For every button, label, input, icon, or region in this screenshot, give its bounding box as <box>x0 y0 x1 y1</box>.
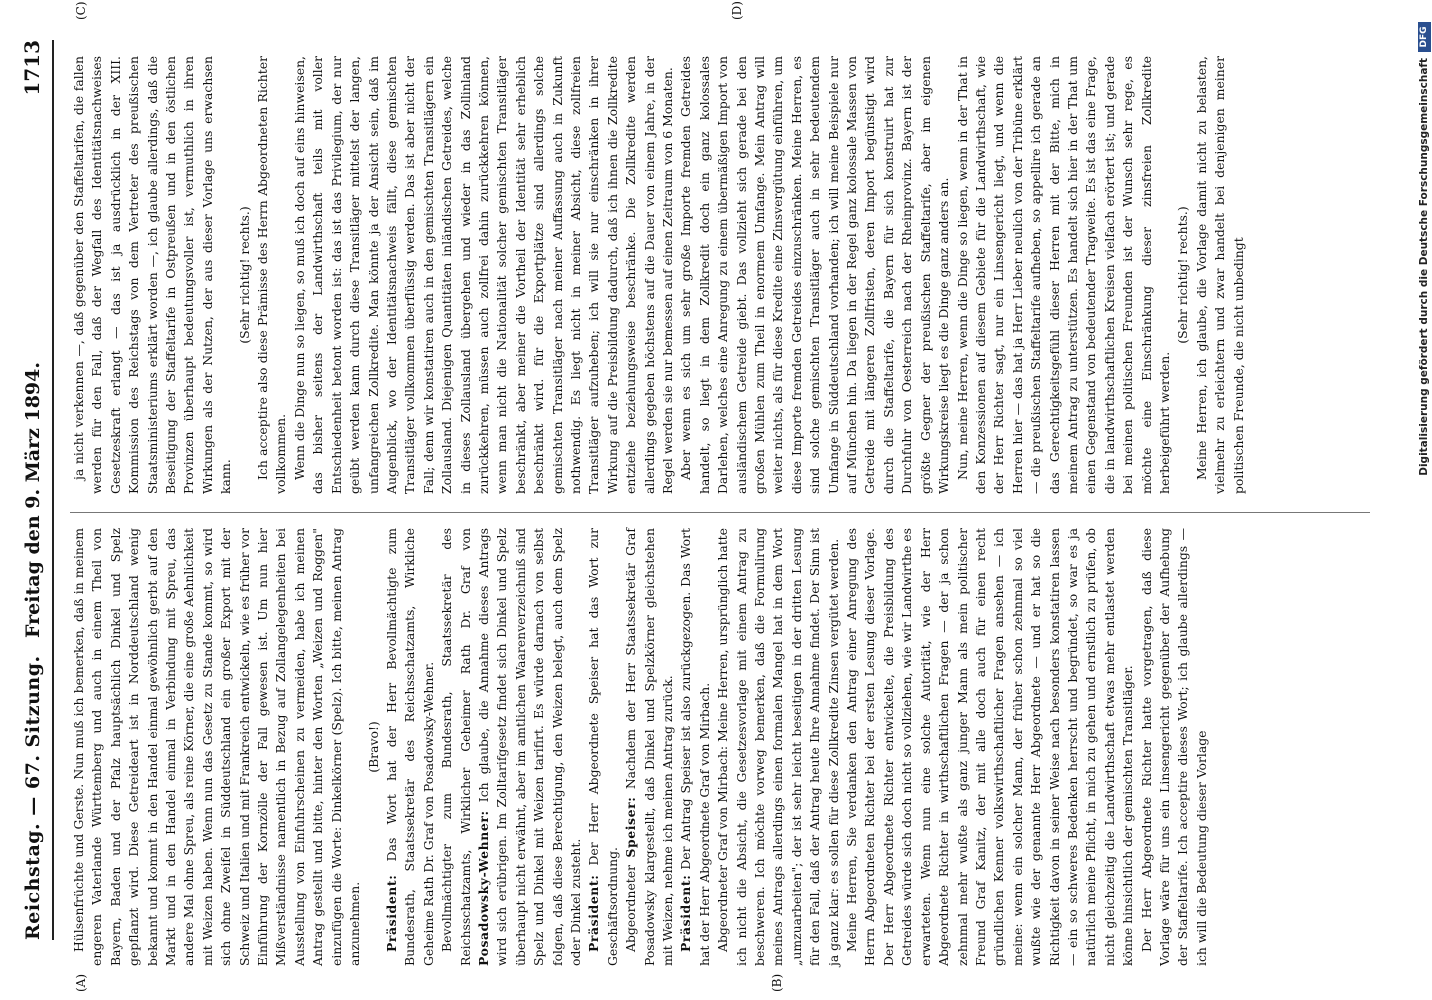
paragraph: Ich acceptire also diese Prämisse des Herrn Abgeordneten Richter vollkommen. <box>255 56 289 494</box>
margin-marker-b: (B) <box>770 973 784 992</box>
paragraph <box>383 528 438 966</box>
paragraph-text: Der Antrag Speiser ist also zurückgezogen. Das Wort hat der Herr Abgeordnete Graf von Mirbach. <box>678 528 712 966</box>
speaker-label: Speiser: <box>623 796 639 858</box>
column-left <box>70 528 1211 966</box>
paragraph: Meine Herren, ich glaube, die Vorlage damit nicht zu belasten, vielmehr zu erleichtern und zwar handelt bei denjenigen meiner politischen Freunde, die nicht unbedingt <box>1193 56 1246 494</box>
paragraph: Aber wenn es sich um sehr große Importe fremden Getreides handelt, so liegt in dem Zollkredit doch ein ganz kolossales Darlehen, welches eine Anregung zu einem übermäßigen Import von ausländischem Getreide giebt. Das vollzieht sich gerade bei den großen Mühlen zum Theil in enormem Umfange. Mein Antrag will weiter nichts, als für diese Kredite eine Zinsvergütung einführen, um diese Importe fremden Getreides einzuschränken. Meine Herren, es sind solche gemischten Transitläger auch in sehr bedeutendem Umfange in Süddeutschland vorhanden; ich will meine Beispiele nur auf München hin. Da liegen in der Regel ganz kolossale Massen von Getreide mit längeren Zollfristen, deren Import begünstigt wird durch die Staffeltarife, die Bayern für sich konstruirt hat zur Durchfuhr von Oesterreich nach der Rheinprovinz. Bayern ist der größte Gegner der preußischen Staffeltarife, aber im eigenen Wirkungskreise liegt es die Dinge ganz anders an. <box>678 56 952 494</box>
page-number: 1713 <box>20 40 44 96</box>
page-header <box>14 20 60 980</box>
paragraph: Hülsenfrüchte und Gerste. Nun muß ich bemerken, daß in meinem engeren Vaterlande Württemberg und auch in einem Theil von Bayern, Baden und der Pfalz hauptsächlich Dinkel und Spelz gepflanzt wird. Diese Getreideart ist in Norddeutschland wenig bekannt und kommt in den Handel einmal gewöhnlich gerbt auf den Markt und in den Handel einmal in Verbindung mit Spreu, das andere Mal ohne Spreu, als reine Körner, die eine große Aehnlichkeit mit Weizen haben. Wenn nun das Gesetz zu Stande kommt, so wird sich ohne Zweifel in Süddeutschland ein großer Export mit der Schweiz und Italien und mit Frankreich entwickeln, wie es früher vor Einführung der Kornzölle der Fall gewesen ist. Um nun hier Mißverständnisse namentlich in Bezug auf Zollangelegenheiten bei Ausstellung von Einfuhrscheinen zu vermeiden, habe ich meinen Antrag gestellt und bitte, hinter den Worten „Weizen und Roggen" einzufügen die Worte: Dinkelkörner (Spelz). Ich bitte, meinen Antrag anzunehmen. <box>71 528 363 966</box>
paragraph: Wenn die Dinge nun so liegen, so muß ich doch auf eins hinweisen, das bisher seitens der Landwirthschaft teils mit voller Entschiedenheit betont worden ist: das ist das Privilegium, der nur geübt werden kann durch diese Transitläger mittelst der langen, unfangreichen Zollkredite. Man könnte ja der Ansicht sein, daß im Augenblick, wo der Identitätsnachweis fällt, diese gemischten Transitläger vollkommen überflüssig werden. Das ist aber nicht der Fall; denn wir konstatiren auch in den gemischten Transitlägern ein Zollausland. Diejenigen Quantitäten inländischen Getreides, welche in dieses Zollausland übergehen und wieder in das Zollinland zurückkehren, müssen auch zollfrei dahin zurückkehren können, wenn man nicht die Nationalität solcher gemischten Transitläger beschränkt, aber meiner die Vortheil der Identität sehr erheblich beschränkt wird. für die Exportplätze sind allerdings solche gemischten Transitläger nach meiner Auffassung auch in Zukunft nothwendig. Es liegt nicht in meiner Absicht, diese zollfreien Transitläger aufzuheben; ich will sie nur einschränken in ihrer Wirkung auf die Preisbildung dadurch, daß ich ihnen die Zollkredite entziehe beziehungsweise beschränke. Die Zollkredite werden allerdings gegeben höchstens auf die Dauer von einem Jahre, in der Regel werden sie nur bemessen auf einen Zeitraum von 6 Monaten. <box>291 56 675 494</box>
dfg-logo: DFG <box>1418 22 1431 52</box>
header-session: Reichstag. — 67. Sitzung. <box>22 655 44 940</box>
paragraph-text: Abgeordneter <box>623 864 639 952</box>
speaker-label: Präsident: <box>586 874 602 952</box>
paragraph <box>438 528 585 966</box>
paragraph: Abgeordneter Graf von Mirbach: Meine Herren, ursprünglich hatte ich nicht die Absicht, die Gesetzesvorlage mit einem Antrag zu beschweren. Ich möchte vorweg bemerken, daß die Formulirung meines Antrags allerdings einen formalen Mangel hat in dem Wort „umzuarbeiten"; der ist sehr leicht beseitigen in der dritten Lesung für den Fall, daß der Antrag heute Ihre Annahme findet. Der Sinn ist ja ganz klar: es sollen für diese Zollkredite Zinsen vergütet werden. <box>715 528 841 966</box>
paragraph <box>585 528 622 966</box>
interjection: (Sehr richtig! rechts.) <box>236 206 252 344</box>
page-footer <box>1418 0 1432 1000</box>
paragraph <box>677 528 714 966</box>
margin-marker-a: (A) <box>74 973 88 992</box>
column-divider <box>70 512 1370 513</box>
paragraph-text: Der Herr Abgeordnete Speiser hat das Wort zur Geschäftsordnung. <box>586 528 620 966</box>
paragraph-text: Das Wort hat der Herr Bevollmächtigte zum Bundesrath, Staatssekretär des Reichsschatzamts, Wirkliche Geheime Rath Dr. Graf von Posadowsky-Wehner. <box>383 528 436 966</box>
paragraph: Der Herr Abgeordnete Richter hatte vorgetragen, daß diese Vorlage wäre für uns ein Linsengericht gegenüber der Aufhebung der Staffeltarife. Ich acceptire dieses Wort; ich glaube allerdings — ich will die Bedeutung dieser Vorlage <box>1138 528 1209 966</box>
paragraph: ja nicht verkennen —, daß gegenüber den Staffeltarifen, die fallen werden für den Fall, daß der Wegfall des Identitätsnachweises Gesetzeskraft erlangt — das ist ja ausdrücklich in der XIII. Kommission des Reichstags von dem Vertreter des preußischen Staatsministeriums erklärt worden —, ich glaube allerdings, daß die Beseitigung der Staffeltarife in Ostpreußen und in den östlichen Provinzen überhaupt bedeutungsvoller ist, vermuthlich in ihren Wirkungen als der Nutzen, der aus dieser Vorlage uns erwachsen kann. <box>71 56 234 494</box>
paragraph: Meine Herren, Sie verdanken den Antrag einer Anregung des Herrn Abgeordneten Richter bei der ersten Lesung dieser Vorlage. Der Herr Abgeordnete Richter entwickelte, die Preisbildung des Getreides würde sich doch nicht so vollziehen, wie wir Landwirthe es erwarteten. Wenn nun eine solche Autorität, wie der Herr Abgeordnete Richter in wirthschaftlichen Fragen — der ja schon zehnmal mehr wußte als ganz junger Mann als mein politischer Freund Graf Kanitz, der mit alle doch auch für einen recht gründlichen Kenner volkswirthschaftlicher Fragen ansehen — ich meine: wenn ein solcher Mann, der früher schon zehnmal so viel wußte wie der genannte Herr Abgeordnete — und er hat so die Richtigkeit davon in seiner Weise nach besonders konstatiren lassen — ein so schweres Bedenken herrscht und begründet, so war es ja natürlich meine Pflicht, in mich zu gehen und ernstlich zu prüfen, ob nicht gleichzeitig die Landwirthschaft etwas mehr entlastet werden könne hinsichtlich der gemischten Transitläger. <box>844 528 1136 966</box>
speaker-label: Präsident: <box>383 874 399 952</box>
paragraph-text: Nachdem der Herr Staatssekretär Graf Posadowsky klargestellt, daß Dinkel und Spelzkörner gleichstehen mit Weizen, nehme ich meinen Antrag zurück. <box>623 528 675 966</box>
paragraph: Nun, meine Herren, wenn die Dinge so liegen, wenn in der That in den Konzessionen auf diesem Gebiete für die Landwirthschaft, wie der Herr Richter sagt, nur ein Linsengericht liegt, und wenn die Herren hier — das hat ja Herr Lieber neulich von der Tribüne erklärt — die preußischen Staffeltarife aufheben, so appellire ich gerade an das Gerechtigkeitsgefühl dieser Herren mit der Bitte, mich in meinem Antrag zu unterstützen. Es handelt sich hier in der That um einen Gegenstand von bedeutender Tragweite. Es ist das eine Frage, die in landwirthschaftlichen Kreisen vielfach erörtert ist; und gerade bei meinen politischen Freunden ist der Wunsch sehr rege, es möchte eine Einschränkung dieser zinsfreien Zollkredite herbeigeführt werden. <box>954 56 1172 494</box>
header-date: Freitag den 9. März 1894. <box>22 362 44 638</box>
column-right <box>70 56 1248 494</box>
margin-marker-c: (C) <box>74 1 88 20</box>
margin-marker-d: (D) <box>730 1 744 20</box>
paragraph-text: Ich glaube, die Annahme dieses Antrags wird sich erübrigen. Im Zolltarifgesetz findet sich Dinkel und Spelz überhaupt nicht erwähnt, aber im amtlichen Waarenverzeichniß sind Spelz und Dinkel mit Weizen tarifirt. Es würde darnach von selbst folgen, daß diese Berechtigung, den Weizen belegt, auch dem Spelz oder Dinkel zusteht. <box>475 528 583 966</box>
interjection: (Bravo!) <box>365 721 381 773</box>
interjection: (Sehr richtig! rechts.) <box>1175 206 1191 344</box>
paragraph-text: Bevollmächtigter zum Bundesrath, Staatssekretär des Reichsschatzamts, Wirklicher Geheimer Rath Dr. Graf von <box>439 528 473 966</box>
header-rule <box>52 40 54 940</box>
digitization-credit: Digitalisierung gefördert durch die Deutsche Forschungsgemeinschaft <box>1418 58 1430 476</box>
paragraph <box>622 528 677 966</box>
speaker-label: Posadowsky-Wehner: <box>475 810 491 966</box>
speaker-label: Präsident: <box>678 874 694 952</box>
